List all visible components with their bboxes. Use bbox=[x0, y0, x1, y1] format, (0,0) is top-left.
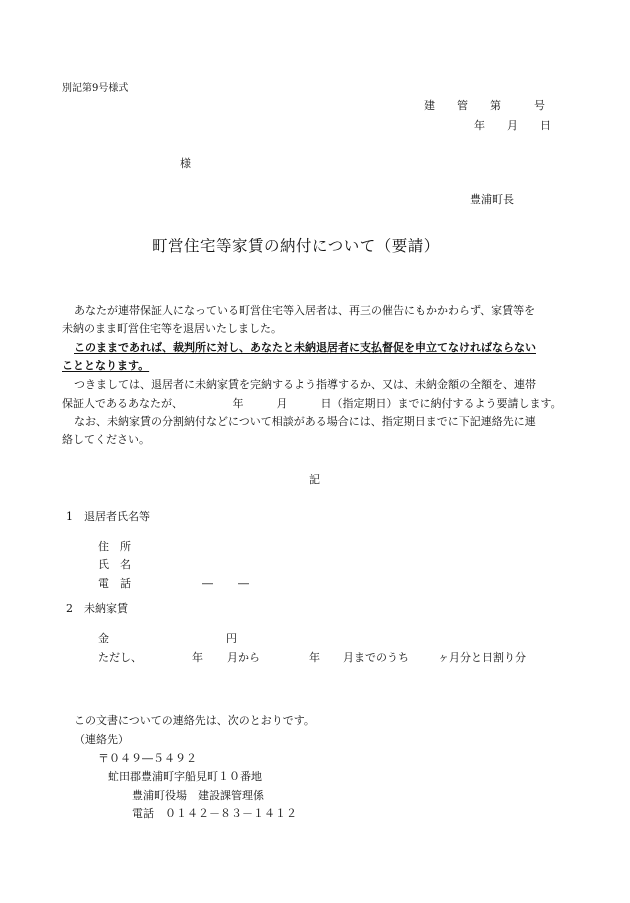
contact-intro: この文書についての連絡先は、次のとおりです。 bbox=[74, 714, 315, 727]
ki-marker: 記 bbox=[309, 473, 320, 486]
document-title: 町営住宅等家賃の納付について（要請） bbox=[152, 237, 440, 255]
sender-name: 豊浦町長 bbox=[470, 193, 514, 206]
warning-line1: このままであれば、裁判所に対し、あなたと未納退居者に支払督促を申立てなければならない bbox=[74, 341, 536, 354]
contact-office: 豊浦町役場 建設課管理係 bbox=[132, 789, 264, 802]
address-label: 住 所 bbox=[98, 540, 131, 553]
phone-dash-2: ― bbox=[238, 577, 249, 590]
period-year-from: 年 bbox=[192, 651, 203, 664]
body-p1-line1: あなたが連帯保証人になっている町営住宅等入居者は、再三の催告にもかかわらず、家賃等を bbox=[74, 304, 536, 317]
contact-postal-code: 〒０４９―５４９２ bbox=[98, 752, 197, 765]
period-month-from: 月から bbox=[227, 651, 260, 664]
phone-dash-1: ― bbox=[202, 577, 213, 590]
months-and-days: ヶ月分と日割り分 bbox=[438, 651, 526, 664]
section2-heading: 2 未納家賃 bbox=[66, 602, 128, 615]
body-p3-line2: 絡してください。 bbox=[62, 433, 150, 446]
contact-label: （連絡先） bbox=[74, 733, 129, 746]
issue-date: 年 月 日 bbox=[474, 119, 551, 132]
body-p3-line1: なお、未納家賃の分割納付などについて相談がある場合には、指定期日までに下記連絡先に連 bbox=[74, 415, 536, 428]
amount-label: 金 bbox=[98, 632, 109, 645]
body-p2-line2: 保証人であるあなたが、 年 月 日（指定期日）までに納付するよう要請します。 bbox=[62, 397, 562, 410]
section1-heading: 1 退居者氏名等 bbox=[66, 510, 150, 523]
recipient-suffix: 様 bbox=[180, 157, 191, 170]
body-p2-line1: つきましては、退居者に未納家賃を完納するよう指導するか、又は、未納金額の全額を、連帯 bbox=[74, 378, 536, 391]
amount-unit: 円 bbox=[226, 632, 237, 645]
contact-address: 虻田郡豊浦町字船見町１０番地 bbox=[108, 770, 262, 783]
body-p1-line2: 未納のまま町営住宅等を退居いたしました。 bbox=[62, 322, 282, 335]
period-year-until: 年 bbox=[309, 651, 320, 664]
form-id: 別記第9号様式 bbox=[62, 83, 129, 94]
name-label: 氏 名 bbox=[98, 558, 131, 571]
reference-number: 建 管 第 号 bbox=[424, 99, 545, 112]
contact-phone: 電話 ０１４２－８３－１４１２ bbox=[132, 807, 297, 820]
phone-label: 電 話 bbox=[98, 577, 131, 590]
proviso-label: ただし、 bbox=[98, 651, 142, 664]
warning-line2: こととなります。 bbox=[62, 359, 150, 372]
period-month-until: 月までのうち bbox=[343, 651, 409, 664]
